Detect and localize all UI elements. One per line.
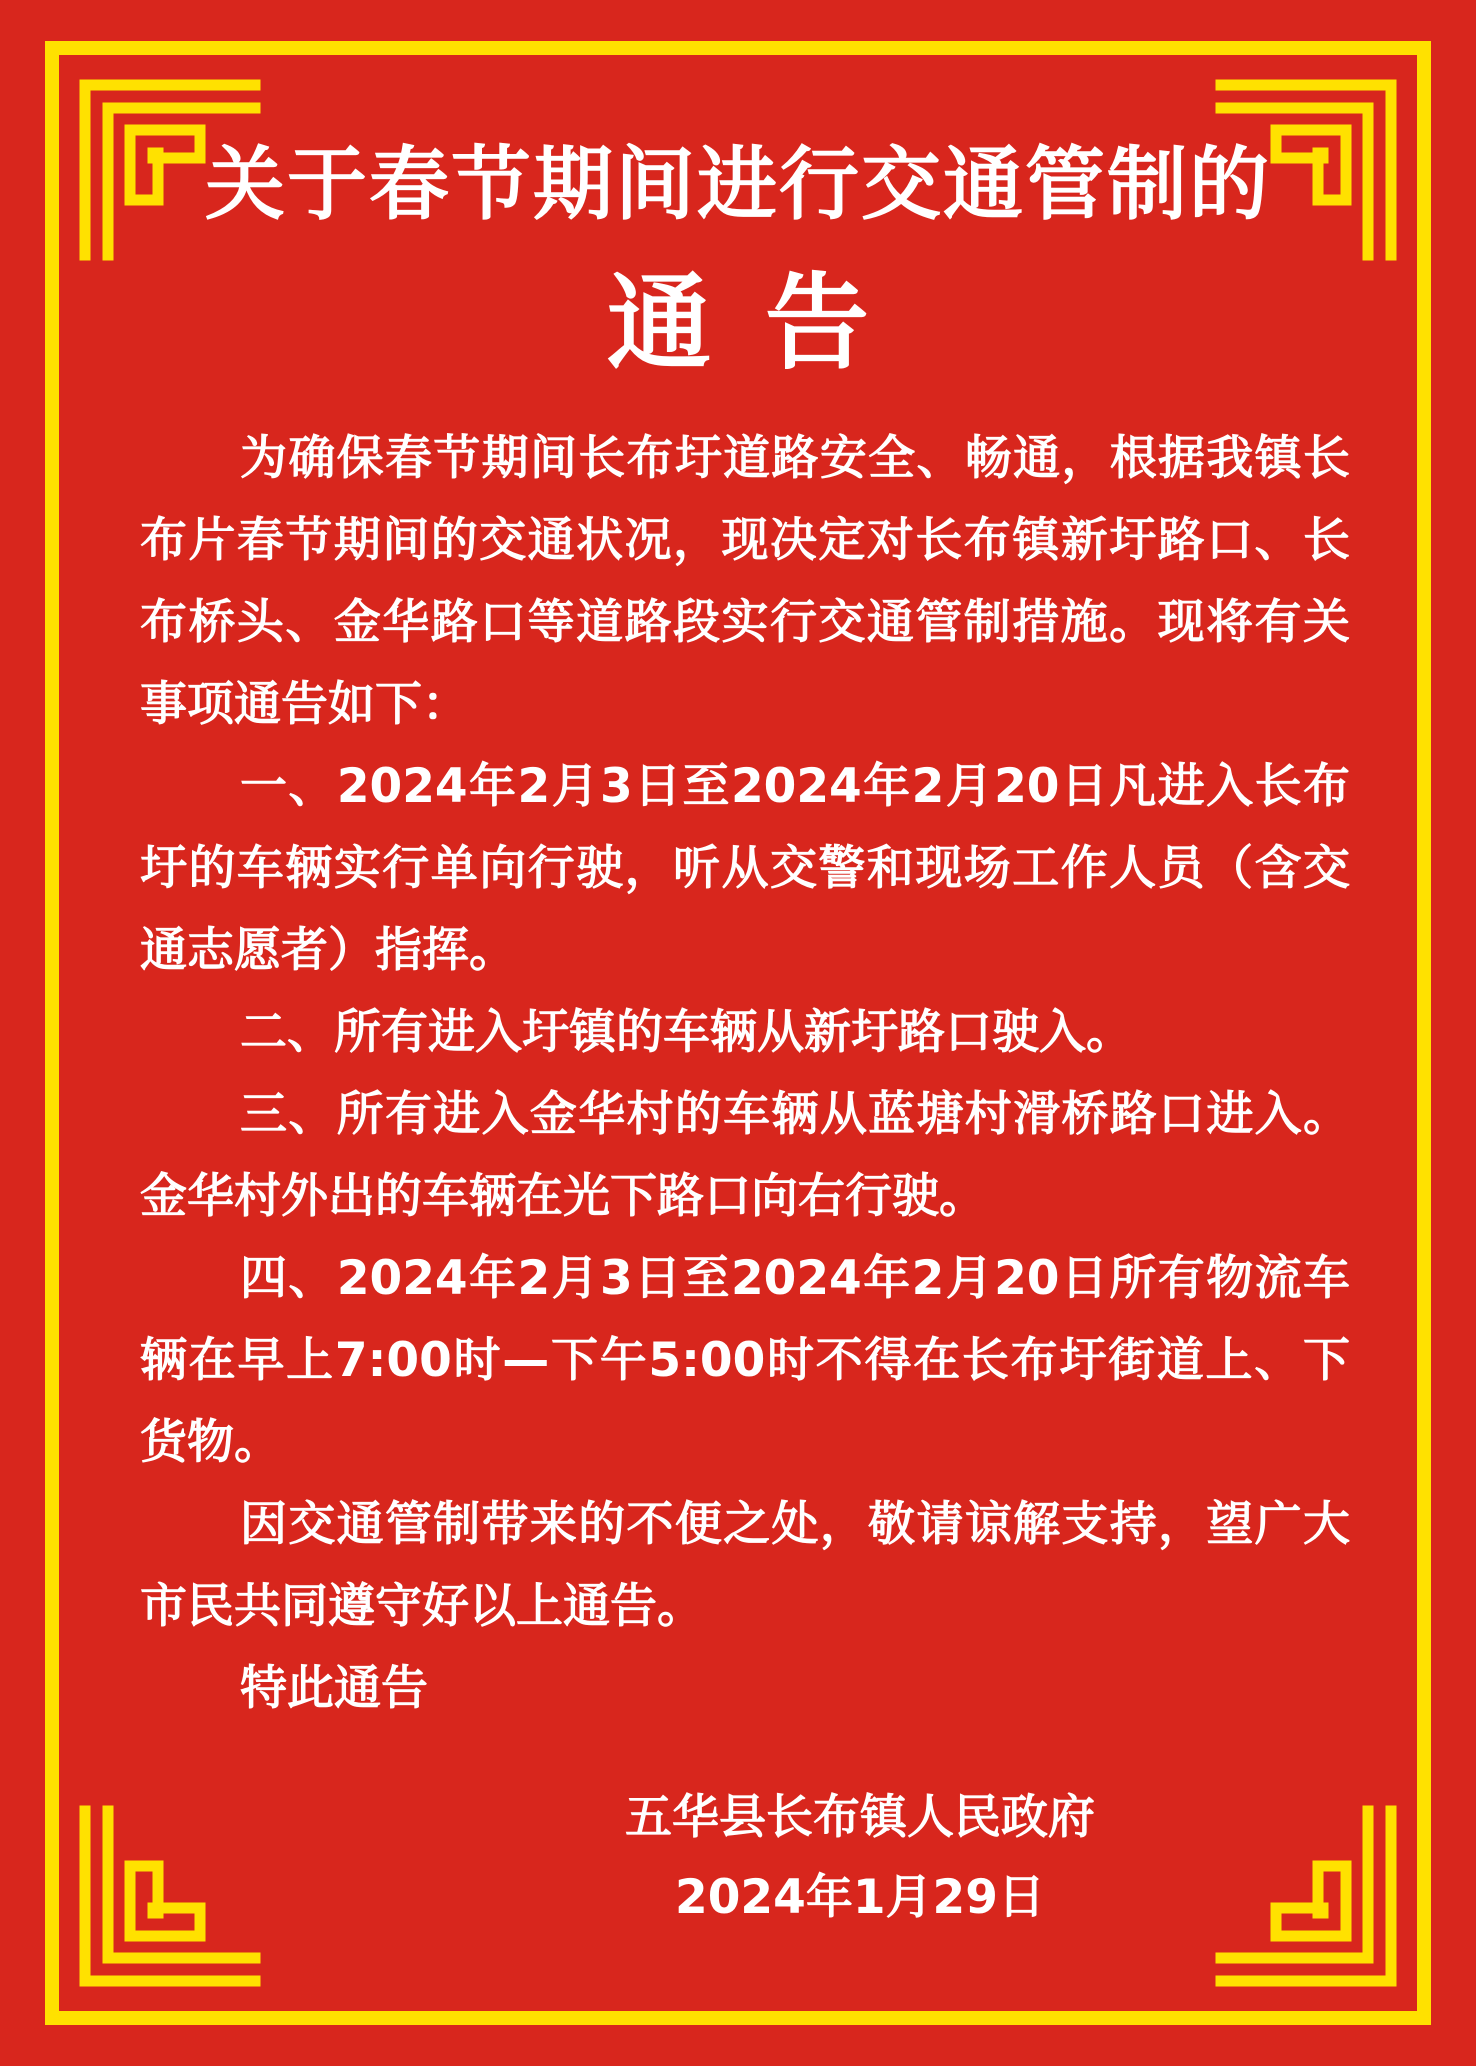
signature-date: 2024年1月29日	[675, 1870, 1045, 1925]
paragraph-item-3: 三、所有进入金华村的车辆从蓝塘村滑桥路口进入。金华村外出的车辆在光下路口向右行驶。	[140, 1087, 1350, 1224]
notice-title-main: 通告	[606, 262, 923, 384]
notice-title: 关于春节期间进行交通管制的	[205, 138, 1271, 231]
signature-organization: 五华县长布镇人民政府	[625, 1790, 1095, 1845]
paragraph-item-2: 二、所有进入圩镇的车辆从新圩路口驶入。	[240, 1005, 1133, 1060]
corner-bottom-right	[1221, 1811, 1391, 1981]
paragraph-item-1: 一、2024年2月3日至2024年2月20日凡进入长布圩的车辆实行单向行驶，听从交警和现场工作人员（含交通志愿者）指挥。	[140, 759, 1350, 978]
paragraph-item-4: 四、2024年2月3日至2024年2月20日所有物流车辆在早上7:00时—下午5:00时不得在长布圩街道上、下货物。	[140, 1251, 1350, 1470]
paragraph-sign-off: 特此通告	[240, 1661, 428, 1716]
corner-bottom-left	[85, 1811, 255, 1981]
paragraph-closing: 因交通管制带来的不便之处，敬请谅解支持，望广大市民共同遵守好以上通告。	[140, 1497, 1350, 1634]
paragraph-intro: 为确保春节期间长布圩道路安全、畅通，根据我镇长布片春节期间的交通状况，现决定对长布镇新圩路口、长布桥头、金华路口等道路段实行交通管制措施。现将有关事项通告如下：	[140, 431, 1350, 732]
notice-body	[140, 418, 1350, 1730]
